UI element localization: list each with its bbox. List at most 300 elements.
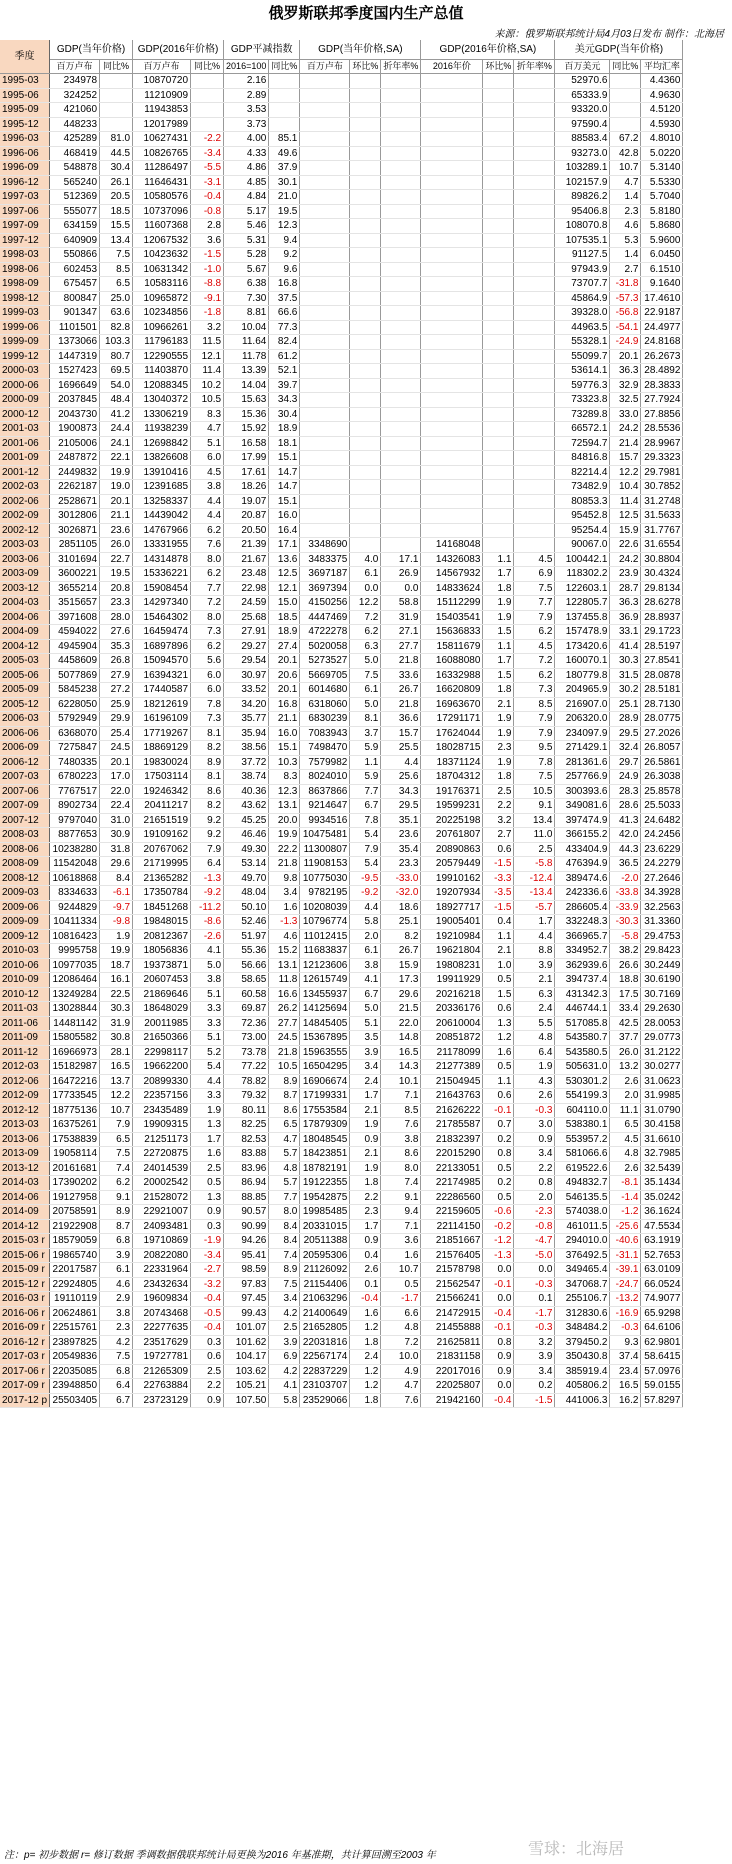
value-cell [514, 262, 555, 277]
table-row [0, 306, 683, 321]
value-cell: 22.6 [610, 538, 641, 553]
value-cell: 6.0450 [641, 248, 683, 263]
table-row [0, 335, 683, 350]
value-cell [483, 103, 514, 118]
value-cell: 20758591 [50, 1205, 100, 1220]
value-cell: 14481142 [50, 1016, 100, 1031]
value-cell [514, 161, 555, 176]
value-cell: 4.85 [224, 175, 269, 190]
value-cell: 4.8010 [641, 132, 683, 147]
value-cell: 23.6 [381, 828, 421, 843]
value-cell: -3.4 [191, 146, 224, 161]
value-cell: 13028844 [50, 1002, 100, 1017]
value-cell: 14.04 [224, 378, 269, 393]
value-cell [421, 262, 483, 277]
value-cell: 23.4 [610, 1364, 641, 1379]
value-cell: 4.7 [191, 422, 224, 437]
value-cell: 15.9 [381, 958, 421, 973]
table-row [0, 610, 683, 625]
value-cell: 10.5 [514, 784, 555, 799]
value-cell [300, 407, 350, 422]
value-cell [350, 74, 381, 89]
value-cell: 29.6 [381, 987, 421, 1002]
value-cell: -9.2 [191, 886, 224, 901]
value-cell: 11796183 [133, 335, 191, 350]
value-cell: 3.8 [191, 973, 224, 988]
value-cell [514, 509, 555, 524]
value-cell: 12.2 [350, 596, 381, 611]
value-cell: 206320.0 [555, 712, 610, 727]
value-cell: 21.1 [269, 712, 300, 727]
value-cell: 20225198 [421, 813, 483, 828]
value-cell: 88583.4 [555, 132, 610, 147]
value-cell: 22031816 [300, 1335, 350, 1350]
value-cell: 27.8856 [641, 407, 683, 422]
value-cell: 9782195 [300, 886, 350, 901]
value-cell: 31.9 [381, 610, 421, 625]
value-cell [514, 494, 555, 509]
quarter-cell: 2011-09 [0, 1031, 50, 1046]
value-cell: 3.7 [350, 726, 381, 741]
value-cell: 4.4 [191, 509, 224, 524]
value-cell: 3.3 [191, 1016, 224, 1031]
value-cell: 77.22 [224, 1060, 269, 1075]
value-cell: 7.4 [269, 1248, 300, 1263]
table-row [0, 204, 683, 219]
table-row [0, 857, 683, 872]
value-cell: 17553584 [300, 1103, 350, 1118]
value-cell [421, 523, 483, 538]
value-cell: 24.4 [100, 422, 133, 437]
quarter-cell: 2011-06 [0, 1016, 50, 1031]
value-cell: 21869646 [133, 987, 191, 1002]
value-cell: 49.30 [224, 842, 269, 857]
value-cell [483, 393, 514, 408]
value-cell: 271429.1 [555, 741, 610, 756]
value-cell: 44963.5 [555, 320, 610, 335]
value-cell: 0.2 [514, 1379, 555, 1394]
quarter-cell: 2017-09 r [0, 1379, 50, 1394]
table-row [0, 552, 683, 567]
value-cell: 3.8 [381, 1132, 421, 1147]
quarter-cell: 2004-09 [0, 625, 50, 640]
value-cell: 3.6 [381, 1234, 421, 1249]
value-cell [381, 88, 421, 103]
value-cell: 27.8541 [641, 654, 683, 669]
quarter-cell: 2001-09 [0, 451, 50, 466]
table-row [0, 103, 683, 118]
value-cell [350, 117, 381, 132]
value-cell: 18.1 [269, 436, 300, 451]
column-subheader: 2016年价 [421, 60, 483, 74]
value-cell: -1.7 [514, 1306, 555, 1321]
value-cell: 6.0 [191, 683, 224, 698]
value-cell: 7498470 [300, 741, 350, 756]
value-cell: 55328.1 [555, 335, 610, 350]
group-header: 美元GDP(当年价格) [555, 40, 683, 60]
value-cell: 22331964 [133, 1263, 191, 1278]
value-cell: 8.5 [100, 262, 133, 277]
table-row [0, 422, 683, 437]
value-cell [381, 277, 421, 292]
value-cell: 3.4 [269, 1292, 300, 1307]
value-cell: 4.5 [514, 639, 555, 654]
value-cell: 7.6 [191, 538, 224, 553]
value-cell: 24.1 [100, 436, 133, 451]
value-cell: 9995758 [50, 944, 100, 959]
column-subheader: 折年率% [381, 60, 421, 74]
value-cell: 18579059 [50, 1234, 100, 1249]
value-cell [300, 204, 350, 219]
value-cell: 28.9967 [641, 436, 683, 451]
value-cell: 30.97 [224, 668, 269, 683]
value-cell: 10411334 [50, 915, 100, 930]
table-row [0, 175, 683, 190]
value-cell: 9.5 [514, 741, 555, 756]
value-cell: 1.1 [483, 929, 514, 944]
value-cell: 27.7 [269, 1016, 300, 1031]
value-cell: 73.78 [224, 1045, 269, 1060]
value-cell: 2.1 [350, 1103, 381, 1118]
table-row [0, 1277, 683, 1292]
value-cell: 10826765 [133, 146, 191, 161]
value-cell [421, 103, 483, 118]
value-cell: 22017587 [50, 1263, 100, 1278]
value-cell: 8.1 [191, 770, 224, 785]
value-cell [483, 349, 514, 364]
value-cell: 2.2 [483, 799, 514, 814]
value-cell: -13.4 [514, 886, 555, 901]
value-cell: 10.1 [381, 1074, 421, 1089]
value-cell: 21785587 [421, 1118, 483, 1133]
value-cell: 55099.7 [555, 349, 610, 364]
value-cell: 3.8 [100, 1306, 133, 1321]
value-cell: 1.7 [483, 654, 514, 669]
value-cell: 48.04 [224, 886, 269, 901]
value-cell: 50.10 [224, 900, 269, 915]
value-cell: 7.30 [224, 291, 269, 306]
table-row [0, 1103, 683, 1118]
value-cell [421, 204, 483, 219]
value-cell: 7.9 [514, 726, 555, 741]
value-cell [610, 117, 641, 132]
value-cell: 90.57 [224, 1205, 269, 1220]
value-cell [514, 103, 555, 118]
value-cell: 16.6 [269, 987, 300, 1002]
value-cell: 83.88 [224, 1147, 269, 1162]
table-row [0, 378, 683, 393]
value-cell [514, 146, 555, 161]
value-cell: 19246342 [133, 784, 191, 799]
value-cell [483, 378, 514, 393]
value-cell: 18.7 [100, 958, 133, 973]
value-cell [300, 219, 350, 234]
value-cell: 12.2 [100, 1089, 133, 1104]
value-cell: 4.8 [269, 1161, 300, 1176]
value-cell: 7.9 [514, 610, 555, 625]
quarter-cell: 2011-03 [0, 1002, 50, 1017]
value-cell: 33.0 [610, 407, 641, 422]
value-cell: 376492.5 [555, 1248, 610, 1263]
quarter-cell: 2007-06 [0, 784, 50, 799]
value-cell: -3.3 [483, 871, 514, 886]
value-cell: 5273527 [300, 654, 350, 669]
value-cell: 300393.6 [555, 784, 610, 799]
value-cell: 619522.6 [555, 1161, 610, 1176]
value-cell: 26.9 [381, 567, 421, 582]
value-cell: 1.9 [483, 610, 514, 625]
value-cell: 12615749 [300, 973, 350, 988]
value-cell [483, 451, 514, 466]
value-cell: 3101694 [50, 552, 100, 567]
value-cell: 446744.1 [555, 1002, 610, 1017]
value-cell: 3.4 [514, 1364, 555, 1379]
value-cell: 14.7 [269, 465, 300, 480]
value-cell: 11403870 [133, 364, 191, 379]
value-cell: 26.8 [100, 654, 133, 669]
value-cell: 53614.1 [555, 364, 610, 379]
value-cell: 11012415 [300, 929, 350, 944]
value-cell [381, 103, 421, 118]
value-cell: 20411217 [133, 799, 191, 814]
value-cell: 8877653 [50, 828, 100, 843]
value-cell: 8.0 [191, 610, 224, 625]
value-cell: 26.8057 [641, 741, 683, 756]
value-cell: -2.2 [191, 132, 224, 147]
value-cell [350, 538, 381, 553]
value-cell: -13.2 [610, 1292, 641, 1307]
value-cell: 31.7767 [641, 523, 683, 538]
quarter-cell: 1998-06 [0, 262, 50, 277]
value-cell: 29.3323 [641, 451, 683, 466]
value-cell: 1.8 [483, 581, 514, 596]
value-cell [350, 291, 381, 306]
quarter-cell: 2009-03 [0, 886, 50, 901]
value-cell: 13.39 [224, 364, 269, 379]
value-cell: -33.8 [610, 886, 641, 901]
value-cell: 85.1 [269, 132, 300, 147]
column-subheader: 同比% [610, 60, 641, 74]
value-cell: 29.8423 [641, 944, 683, 959]
value-cell: 3.4 [350, 1060, 381, 1075]
value-cell: 6.5 [269, 1118, 300, 1133]
value-cell [300, 306, 350, 321]
value-cell: 20624861 [50, 1306, 100, 1321]
table-row [0, 1132, 683, 1147]
value-cell: 21154406 [300, 1277, 350, 1292]
value-cell: 366965.7 [555, 929, 610, 944]
value-cell: 14833624 [421, 581, 483, 596]
value-cell: 21.0 [269, 190, 300, 205]
value-cell: 7.1 [381, 1089, 421, 1104]
value-cell: 10580576 [133, 190, 191, 205]
value-cell: 30.9 [100, 828, 133, 843]
value-cell: 8.2 [381, 929, 421, 944]
value-cell: 22017016 [421, 1364, 483, 1379]
value-cell: 66.6 [269, 306, 300, 321]
value-cell: 93320.0 [555, 103, 610, 118]
value-cell: 9.6 [269, 262, 300, 277]
value-cell: 28.5197 [641, 639, 683, 654]
value-cell: 0.0 [514, 1263, 555, 1278]
value-cell: 33.52 [224, 683, 269, 698]
column-subheader: 同比% [191, 60, 224, 74]
value-cell: 25.8578 [641, 784, 683, 799]
value-cell: 2.1 [514, 973, 555, 988]
value-cell [421, 364, 483, 379]
value-cell: 20.1 [269, 654, 300, 669]
value-cell: -0.1 [483, 1321, 514, 1336]
table-row [0, 1263, 683, 1278]
value-cell: 20.1 [610, 349, 641, 364]
quarter-cell: 2001-12 [0, 465, 50, 480]
value-cell: 10.4 [610, 480, 641, 495]
value-cell: 2.5 [514, 842, 555, 857]
value-cell: 565240 [50, 175, 100, 190]
value-cell [350, 103, 381, 118]
value-cell: 42.8 [610, 146, 641, 161]
value-cell: 3515657 [50, 596, 100, 611]
value-cell: 332248.3 [555, 915, 610, 930]
quarter-cell: 2003-09 [0, 567, 50, 582]
value-cell: 63.6 [100, 306, 133, 321]
value-cell: 8.6 [191, 784, 224, 799]
value-cell: 36.3 [610, 596, 641, 611]
value-cell: 5.9 [350, 741, 381, 756]
quarter-cell: 2005-09 [0, 683, 50, 698]
value-cell: 20610004 [421, 1016, 483, 1031]
value-cell: 379450.2 [555, 1335, 610, 1350]
value-cell: 7.9 [100, 1118, 133, 1133]
value-cell [381, 480, 421, 495]
value-cell: 0.9 [191, 1393, 224, 1408]
value-cell: 8.3 [191, 407, 224, 422]
value-cell: 21277389 [421, 1060, 483, 1075]
value-cell: 6368070 [50, 726, 100, 741]
value-cell [350, 277, 381, 292]
value-cell [300, 132, 350, 147]
column-subheader: 环比% [483, 60, 514, 74]
value-cell [381, 161, 421, 176]
value-cell: 28.5536 [641, 422, 683, 437]
value-cell: -9.1 [191, 291, 224, 306]
value-cell: 0.3 [191, 1335, 224, 1350]
value-cell: 65.9298 [641, 1306, 683, 1321]
value-cell: 8.9 [269, 1074, 300, 1089]
value-cell: 30.7169 [641, 987, 683, 1002]
value-cell: 1.7 [191, 1132, 224, 1147]
value-cell: 8.9 [191, 755, 224, 770]
value-cell: 22025807 [421, 1379, 483, 1394]
value-cell: 28.6278 [641, 596, 683, 611]
value-cell: 8.5 [381, 1103, 421, 1118]
value-cell: 22921007 [133, 1205, 191, 1220]
value-cell: 29.27 [224, 639, 269, 654]
quarter-cell: 2016-12 r [0, 1335, 50, 1350]
value-cell: 1373066 [50, 335, 100, 350]
value-cell: 73323.8 [555, 393, 610, 408]
value-cell: 1.4 [610, 248, 641, 263]
value-cell: 10965872 [133, 291, 191, 306]
value-cell: 13.4 [514, 813, 555, 828]
value-cell: 23517629 [133, 1335, 191, 1350]
value-cell [514, 407, 555, 422]
value-cell: -1.7 [381, 1292, 421, 1307]
value-cell: 12086464 [50, 973, 100, 988]
quarter-cell: 1995-09 [0, 103, 50, 118]
quarter-cell: 2005-12 [0, 697, 50, 712]
value-cell [514, 436, 555, 451]
value-cell: -0.1 [483, 1277, 514, 1292]
value-cell: 8.1 [191, 726, 224, 741]
value-cell: 67.2 [610, 132, 641, 147]
value-cell: 20761807 [421, 828, 483, 843]
value-cell: 10775030 [300, 871, 350, 886]
value-cell: 12.5 [610, 509, 641, 524]
value-cell: 47.5534 [641, 1219, 683, 1234]
value-cell: 15403541 [421, 610, 483, 625]
value-cell [300, 103, 350, 118]
value-cell: 3.9 [514, 1350, 555, 1365]
quarter-cell: 2009-12 [0, 929, 50, 944]
value-cell [381, 233, 421, 248]
value-cell: 15908454 [133, 581, 191, 596]
value-cell [300, 393, 350, 408]
value-cell [421, 509, 483, 524]
value-cell: 157478.9 [555, 625, 610, 640]
value-cell: 10870720 [133, 74, 191, 89]
value-cell [483, 480, 514, 495]
table-row [0, 1074, 683, 1089]
value-cell: 4722278 [300, 625, 350, 640]
value-cell: -1.5 [514, 1393, 555, 1408]
value-cell [300, 451, 350, 466]
value-cell: 26.2673 [641, 349, 683, 364]
value-cell: 103.3 [100, 335, 133, 350]
value-cell: 6780223 [50, 770, 100, 785]
value-cell: 901347 [50, 306, 100, 321]
value-cell: 19542875 [300, 1190, 350, 1205]
value-cell [610, 103, 641, 118]
value-cell: 5.6 [191, 654, 224, 669]
value-cell: 42.0 [610, 828, 641, 843]
value-cell: 30.4 [269, 407, 300, 422]
value-cell: 26.2 [269, 1002, 300, 1017]
value-cell [381, 538, 421, 553]
column-subheader: 百万卢布 [50, 60, 100, 74]
value-cell: 9.1 [381, 1190, 421, 1205]
value-cell: 7579982 [300, 755, 350, 770]
value-cell: 11.0 [514, 828, 555, 843]
value-cell: 90.99 [224, 1219, 269, 1234]
value-cell: 39.7 [269, 378, 300, 393]
value-cell: 4.84 [224, 190, 269, 205]
quarter-cell: 2010-03 [0, 944, 50, 959]
quarter-cell: 2006-09 [0, 741, 50, 756]
value-cell: 1900873 [50, 422, 100, 437]
value-cell: -9.8 [100, 915, 133, 930]
value-cell: 7.8 [350, 813, 381, 828]
value-cell: 42.5 [610, 1016, 641, 1031]
quarter-cell: 2002-03 [0, 480, 50, 495]
value-cell: 58.6415 [641, 1350, 683, 1365]
value-cell: 10208039 [300, 900, 350, 915]
value-cell: 3483375 [300, 552, 350, 567]
value-cell: 2.4 [514, 1002, 555, 1017]
value-cell: 11210909 [133, 88, 191, 103]
value-cell: 59.0155 [641, 1379, 683, 1394]
value-cell [300, 146, 350, 161]
